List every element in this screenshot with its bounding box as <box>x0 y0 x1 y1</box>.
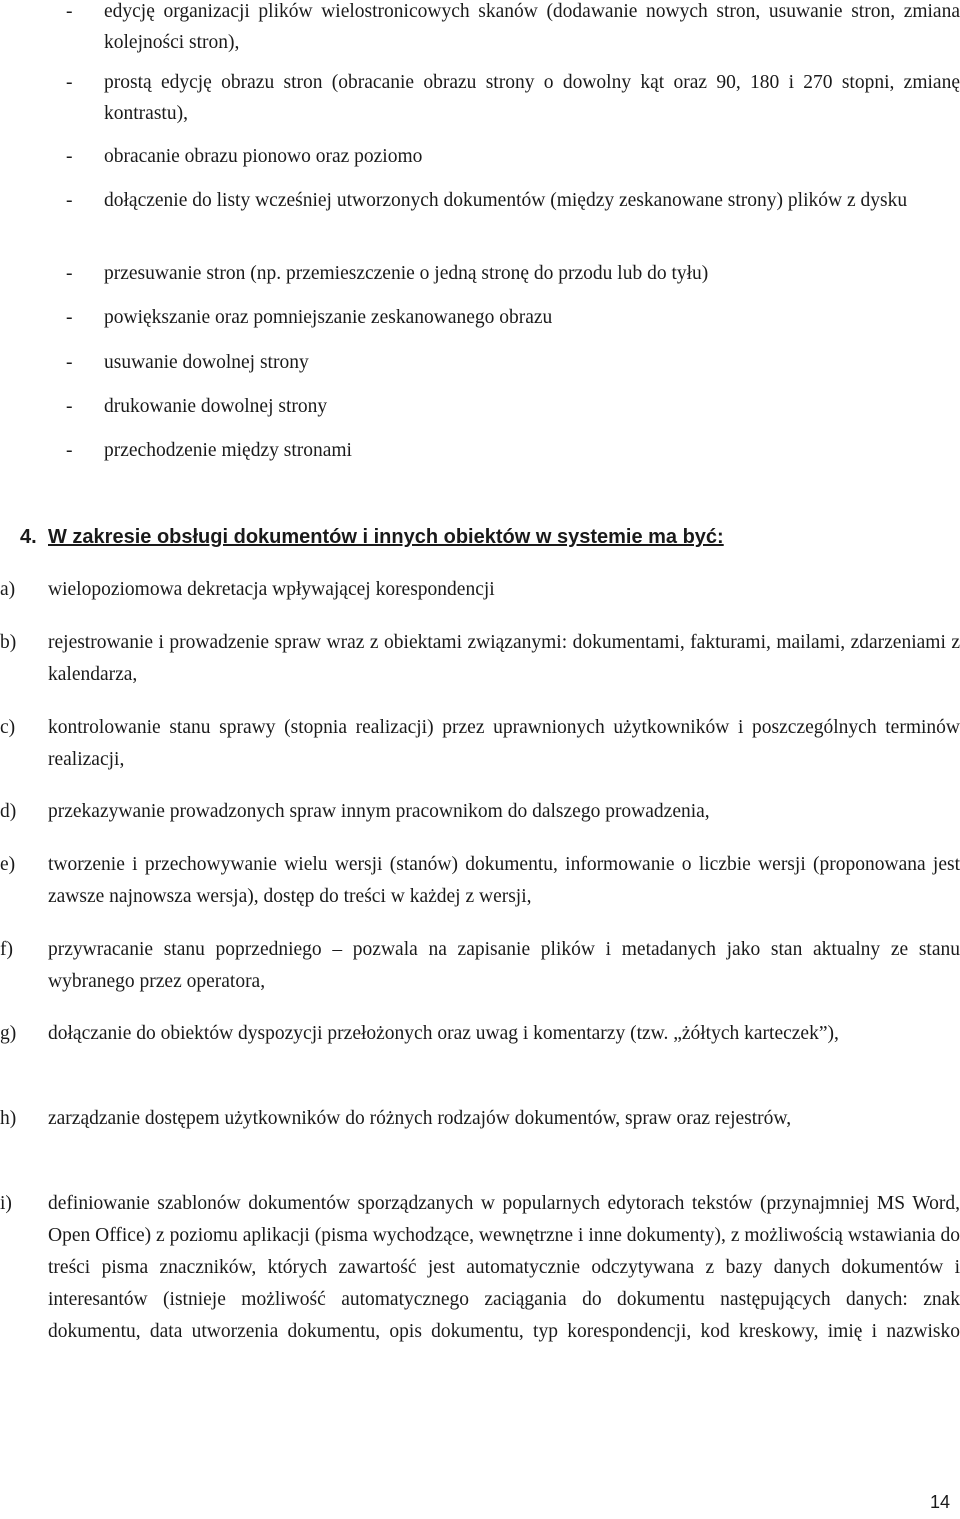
dash-marker: - <box>66 72 73 93</box>
letter-item-text: przekazywanie prowadzonych spraw innym pracownikom do dalszego prowadzenia, <box>48 801 710 822</box>
dash-item-text: edycję organizacji plików wielostronicowych skanów (dodawanie nowych stron, usuwanie stron, zmiana kolejności stron), <box>104 1 960 53</box>
dash-marker: - <box>66 263 73 284</box>
dash-item-text: usuwanie dowolnej strony <box>104 352 309 373</box>
letter-item-text: dołączanie do obiektów dyspozycji przełożonych oraz uwag i komentarzy (tzw. „żółtych karteczek”), <box>48 1023 839 1044</box>
letter-marker: a) <box>0 579 16 600</box>
letter-marker: e) <box>0 854 16 875</box>
letter-marker: h) <box>0 1108 17 1129</box>
section-number: 4. <box>20 526 37 548</box>
page-number: 14 <box>930 1492 951 1512</box>
letter-marker: b) <box>0 632 17 653</box>
dash-marker: - <box>66 1 73 22</box>
dash-marker: - <box>66 146 73 167</box>
dash-marker: - <box>66 190 73 211</box>
letter-marker: f) <box>0 939 13 960</box>
letter-marker: g) <box>0 1023 17 1044</box>
dash-item-text: przesuwanie stron (np. przemieszczenie o jedną stronę do przodu lub do tyłu) <box>104 263 709 284</box>
letter-item-text: zarządzanie dostępem użytkowników do różnych rodzajów dokumentów, spraw oraz rejestrów, <box>48 1108 792 1129</box>
letter-item-text: rejestrowanie i prowadzenie spraw wraz z obiektami związanymi: dokumentami, fakturami, mailami, zdarzeniami z kalendarza, <box>48 632 960 685</box>
dash-marker: - <box>66 352 73 373</box>
letter-item-text: wielopoziomowa dekretacja wpływającej korespondencji <box>48 579 495 600</box>
dash-item-text: drukowanie dowolnej strony <box>104 396 328 417</box>
dash-marker: - <box>66 440 73 461</box>
dash-item-text: obracanie obrazu pionowo oraz poziomo <box>104 146 423 167</box>
dash-marker: - <box>66 396 73 417</box>
dash-item-text: prostą edycję obrazu stron (obracanie obrazu strony o dowolny kąt oraz 90, 180 i 270 stopni, zmianę kontrastu), <box>104 72 960 124</box>
dash-item-text: dołączenie do listy wcześniej utworzonych dokumentów (między zeskanowane strony) plików z dysku <box>104 190 908 211</box>
section-title: W zakresie obsługi dokumentów i innych obiektów w systemie ma być: <box>48 526 724 548</box>
letter-item-text: przywracanie stanu poprzedniego – pozwala na zapisanie plików i metadanych jako stan aktualny ze stanu wybranego przez operatora, <box>48 939 960 992</box>
letter-marker: i) <box>0 1193 12 1214</box>
letter-marker: d) <box>0 801 17 822</box>
dash-item-text: powiększanie oraz pomniejszanie zeskanowanego obrazu <box>104 307 553 328</box>
dash-item-text: przechodzenie między stronami <box>104 440 352 461</box>
dash-marker: - <box>66 307 73 328</box>
letter-item-text: tworzenie i przechowywanie wielu wersji (stanów) dokumentu, informowanie o liczbie wersji (proponowana jest zawsze najnowsza wersja), dostęp do treści w każdej z wersji, <box>48 854 960 907</box>
letter-marker: c) <box>0 717 16 738</box>
letter-item-text: definiowanie szablonów dokumentów sporządzanych w popularnych edytorach tekstów (przynajmniej MS Word, Open Office) z poziomu aplikacji (pisma wychodzące, wewnętrzne i inne dokumenty), z możliwością wstawiania do treści pisma znaczników, których zawartość jest automatycznie odczytywana z bazy danych dokumentów i interesantów (istnieje możliwość automatycznego zaciągania do dokumentu następujących danych: znak dokumentu, data utworzenia dokumentu, opis dokumentu, typ korespondencji, kod kreskowy, imię i nazwisko <box>48 1193 960 1342</box>
letter-item-text: kontrolowanie stanu sprawy (stopnia realizacji) przez uprawnionych użytkowników i poszczególnych terminów realizacji, <box>48 717 960 770</box>
